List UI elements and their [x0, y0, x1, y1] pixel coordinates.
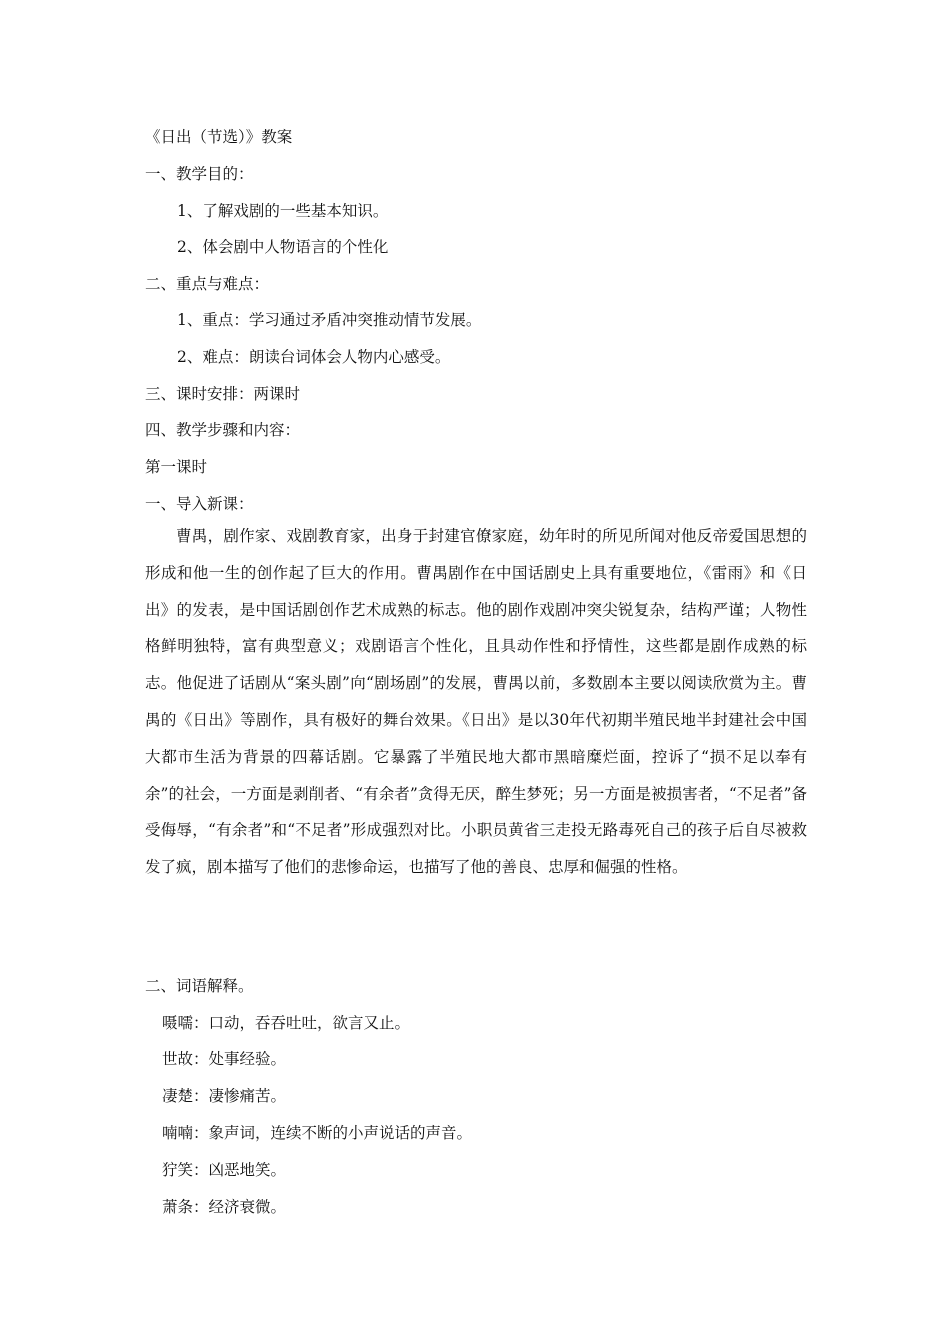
section-heading-key-points: 二、重点与难点：: [145, 275, 270, 293]
document-title: 《日出（节选）》教案: [145, 128, 293, 146]
vocab-item: 萧条：经济衰微。: [162, 1198, 287, 1216]
vocab-item: 凄楚：凄惨痛苦。: [162, 1087, 287, 1105]
section-heading-schedule: 三、课时安排：两课时: [145, 385, 301, 403]
section-heading-steps: 四、教学步骤和内容：: [145, 421, 301, 439]
objective-item: 2、体会剧中人物语言的个性化: [177, 238, 389, 256]
vocab-item: 喃喃：象声词，连续不断的小声说话的声音。: [162, 1124, 473, 1142]
intro-paragraph: 曹禺，剧作家、戏剧教育家，出身于封建官僚家庭，幼年时的所见所闻对他反帝爱国思想的形成和他一生的创作起了巨大的作用。曹禺剧作在中国话剧史上具有重要地位，《雷雨》和《日出》的发表，是中国话剧创作艺术成熟的标志。他的剧作戏剧冲突尖锐复杂，结构严谨；人物性格鲜明独特，富有典型意义；戏剧语言个性化，且具动作性和抒情性，这些都是剧作成熟的标志。他促进了话剧从“案头剧”向“剧场剧”的发展，曹禺以前，多数剧本主要以阅读欣赏为主。曹禺的《日出》等剧作，具有极好的舞台效果。《日出》是以30年代初期半殖民地半封建社会中国大都市生活为背景的四幕话剧。它暴露了半殖民地大都市黑暗糜烂面，控诉了“损不足以奉有余”的社会，一方面是剥削者、“有余者”贪得无厌，醉生梦死；另一方面是被损害者，“不足者”备受侮辱，“有余者”和“不足者”形成强烈对比。小职员黄省三走投无路毒死自己的孩子后自尽被救发了疯，剧本描写了他们的悲惨命运，也描写了他的善良、忠厚和倔强的性格。: [145, 527, 807, 877]
vocab-heading: 二、词语解释。: [145, 977, 254, 995]
vocab-item: 狞笑：凶恶地笑。: [162, 1161, 287, 1179]
vocab-item: 世故：处事经验。: [162, 1050, 287, 1068]
section-heading-objectives: 一、教学目的：: [145, 165, 254, 183]
vocab-item: 嗫嚅：口动，吞吞吐吐，欲言又止。: [162, 1014, 411, 1032]
key-point-item: 1、重点：学习通过矛盾冲突推动情节发展。: [177, 311, 482, 329]
key-point-item: 2、难点：朗读台词体会人物内心感受。: [177, 348, 451, 366]
objective-item: 1、了解戏剧的一些基本知识。: [177, 202, 389, 220]
intro-heading: 一、导入新课：: [145, 495, 254, 513]
lesson-heading: 第一课时: [145, 458, 208, 476]
